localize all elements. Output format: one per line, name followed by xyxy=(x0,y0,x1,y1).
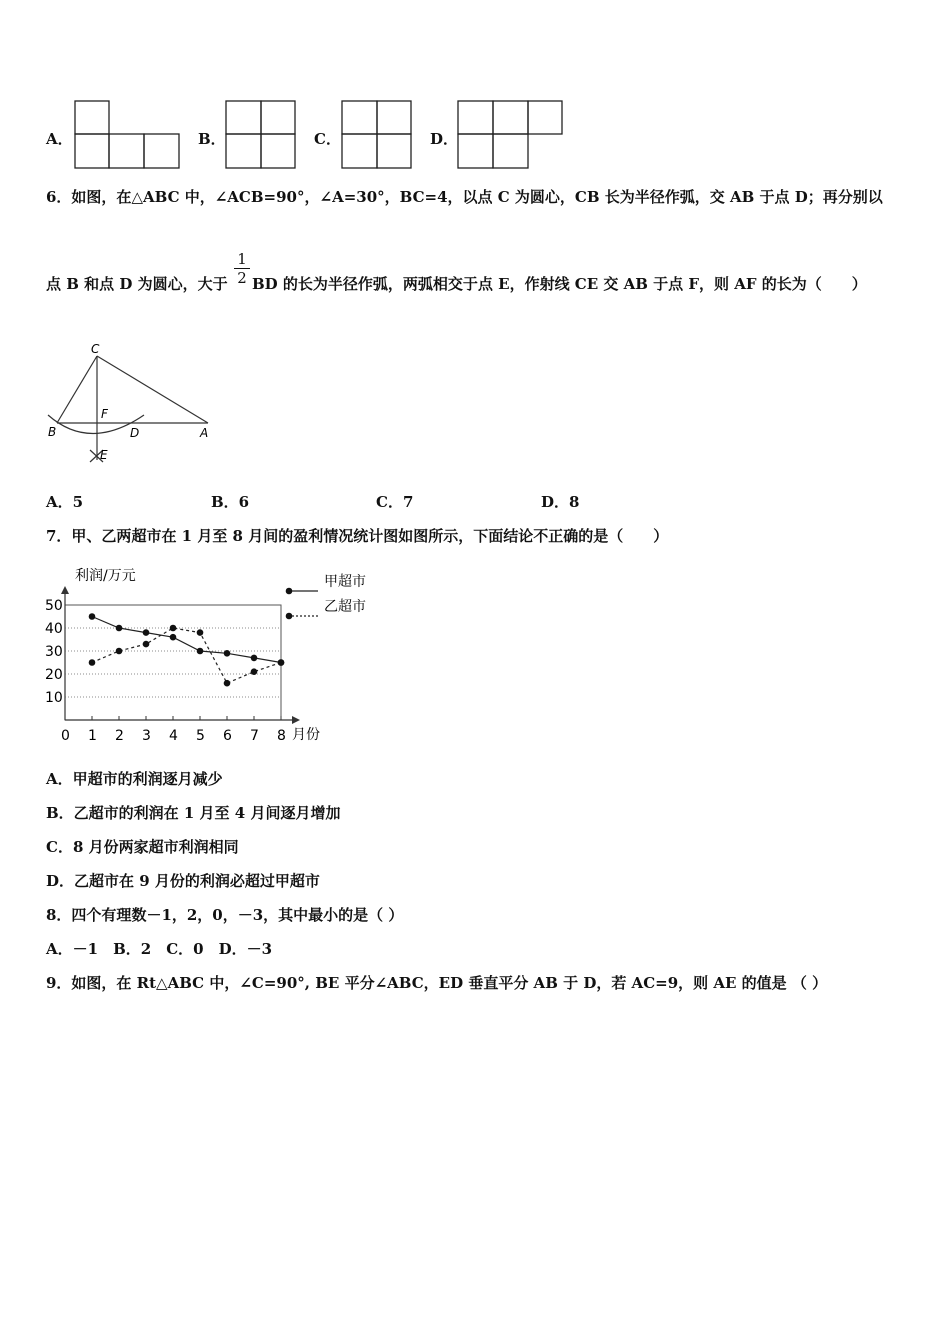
legend-label-0: 甲超市 xyxy=(324,574,366,590)
q6-stem-line1: 6．如图，在△ABC 中，∠ACB=90°，∠A=30°，BC=4，以点 C 为圆心，CB 长为半径作弧，交 AB 于点 D；再分别以 xyxy=(46,188,883,206)
chart-y-tick-30: 30 xyxy=(45,644,63,660)
chart-x-tick-4: 4 xyxy=(169,728,178,744)
chart-point-jia-7 xyxy=(251,655,258,662)
chart-y-axis-label: 利润/万元 xyxy=(75,568,136,584)
q8-stem: 8．四个有理数－1，2，0，－3，其中最小的是（ ） xyxy=(46,906,404,924)
chart-point-jia-4 xyxy=(170,634,177,641)
chart-x-tick-8: 8 xyxy=(277,728,286,744)
chart-x-tick-3: 3 xyxy=(142,728,151,744)
q6-fraction-denominator: 2 xyxy=(237,269,247,287)
q5-option-b-figure xyxy=(224,100,298,170)
fig-label-f: F xyxy=(101,407,108,421)
fig-label-e: E xyxy=(100,448,108,462)
chart-y-tick-40: 40 xyxy=(45,621,63,637)
chart-x-tick-1: 1 xyxy=(88,728,97,744)
q6-option-a[interactable]: A．5 xyxy=(46,493,84,511)
q8-options[interactable]: A．－1 B．2 C．0 D．－3 xyxy=(46,940,273,958)
q5-option-a-label[interactable]: A． xyxy=(46,130,73,148)
q6-option-d[interactable]: D．8 xyxy=(541,493,580,511)
q5-option-a-figure xyxy=(73,100,181,170)
chart-x-tick-7: 7 xyxy=(250,728,259,744)
q5-option-d-label[interactable]: D． xyxy=(430,130,459,148)
chart-plot-frame xyxy=(65,605,281,720)
chart-point-yi-5 xyxy=(197,629,204,636)
chart-y-axis-arrow xyxy=(61,586,69,594)
fig-label-a: A xyxy=(200,426,209,440)
q7-option-b[interactable]: B．乙超市的利润在 1 月至 4 月间逐月增加 xyxy=(46,804,341,822)
chart-point-yi-2 xyxy=(116,648,123,655)
fig-label-c: C xyxy=(91,342,100,356)
chart-point-yi-7 xyxy=(251,668,258,675)
chart-x-tick-6: 6 xyxy=(223,728,232,744)
chart-point-jia-3 xyxy=(143,629,150,636)
chart-point-jia-2 xyxy=(116,625,123,632)
q7-option-d[interactable]: D．乙超市在 9 月份的利润必超过甲超市 xyxy=(46,872,320,890)
chart-point-yi-3 xyxy=(143,641,150,648)
fig-label-d: D xyxy=(130,426,140,440)
q5-option-c-label[interactable]: C． xyxy=(314,130,341,148)
q6-stem-line2-post: BD 的长为半径作弧，两弧相交于点 E，作射线 CE 交 AB 于点 F，则 AF 的长为（ ） xyxy=(252,275,867,293)
chart-point-yi-1 xyxy=(89,659,96,666)
q5-option-d-figure xyxy=(456,100,566,170)
chart-point-jia-5 xyxy=(197,648,204,655)
chart-y-tick-50: 50 xyxy=(45,598,63,614)
q7-line-chart xyxy=(38,560,388,750)
q7-stem: 7．甲、乙两超市在 1 月至 8 月间的盈利情况统计图如图所示，下面结论不正确的是（ ） xyxy=(46,527,669,545)
chart-point-jia-6 xyxy=(224,650,231,657)
q6-triangle-figure xyxy=(40,340,225,470)
legend-marker-1 xyxy=(286,613,293,620)
legend-label-1: 乙超市 xyxy=(324,599,366,615)
legend-marker-0 xyxy=(286,588,293,595)
q6-fraction xyxy=(234,250,250,287)
chart-y-tick-10: 10 xyxy=(45,690,63,706)
q5-option-c-figure xyxy=(340,100,414,170)
q6-option-b[interactable]: B．6 xyxy=(211,493,250,511)
chart-x-axis-arrow xyxy=(292,716,300,724)
chart-point-yi-6 xyxy=(224,680,231,687)
q6-fraction-numerator: 1 xyxy=(234,250,250,269)
fig-label-b: B xyxy=(48,425,57,439)
q9-stem: 9．如图，在 Rt△ABC 中，∠C=90°, BE 平分∠ABC，ED 垂直平分 AB 于 D，若 AC=9，则 AE 的值是 （ ） xyxy=(46,974,828,992)
chart-x-tick-5: 5 xyxy=(196,728,205,744)
q7-option-a[interactable]: A．甲超市的利润逐月减少 xyxy=(46,770,223,788)
q5-option-b-label[interactable]: B． xyxy=(198,130,226,148)
chart-point-jia-1 xyxy=(89,613,96,620)
chart-x-tick-2: 2 xyxy=(115,728,124,744)
chart-y-tick-20: 20 xyxy=(45,667,63,683)
q6-option-c[interactable]: C．7 xyxy=(376,493,414,511)
chart-x-axis-label: 月份 xyxy=(292,727,320,743)
chart-x-tick-0: 0 xyxy=(61,728,70,744)
chart-point-yi-4 xyxy=(170,625,177,632)
q7-option-c[interactable]: C．8 月份两家超市利润相同 xyxy=(46,838,239,856)
chart-point-yi-8 xyxy=(278,659,285,666)
q6-stem-line2-pre: 点 B 和点 D 为圆心，大于 xyxy=(46,275,228,293)
